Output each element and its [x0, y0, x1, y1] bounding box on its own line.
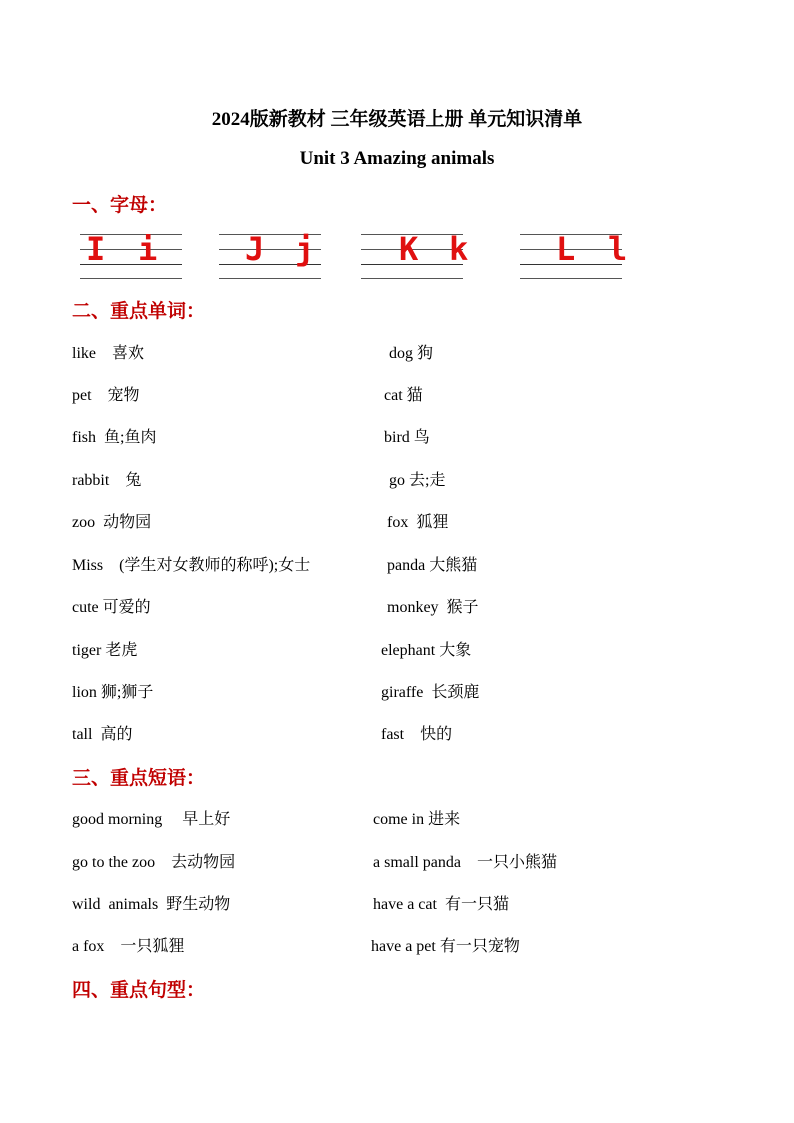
word-left-0: like 喜欢 — [72, 345, 144, 362]
letter-upper-k: K — [399, 230, 419, 268]
letter-upper-l: L — [556, 230, 576, 268]
word-left-5: Miss (学生对女教师的称呼);女士 — [72, 557, 311, 574]
section-phrases-heading: 三、重点短语： — [72, 768, 206, 789]
letter-group-l — [520, 228, 628, 284]
letter-group-k — [361, 228, 469, 284]
word-left-7: tiger 老虎 — [72, 642, 138, 659]
word-left-3: rabbit 兔 — [72, 472, 142, 489]
word-right-1: cat 猫 — [384, 387, 423, 404]
section-words-heading: 二、重点单词： — [72, 301, 206, 322]
letters-row — [0, 228, 794, 284]
phrase-right-2: have a cat 有一只猫 — [373, 896, 509, 913]
letter-lower-k: k — [449, 230, 469, 268]
word-right-8: giraffe 长颈鹿 — [381, 684, 480, 701]
word-right-3: go 去;走 — [389, 472, 446, 489]
unit-title: Unit 3 Amazing animals — [299, 148, 495, 169]
letter-group-i — [80, 228, 182, 284]
word-right-9: fast 快的 — [381, 726, 453, 743]
document-title: 2024版新教材 三年级英语上册 单元知识清单 — [211, 109, 583, 130]
letter-upper-j: J — [245, 230, 265, 268]
letter-lower-i: i — [138, 230, 158, 268]
word-right-6: monkey 猴子 — [387, 599, 479, 616]
letter-group-j — [219, 228, 321, 284]
phrase-right-1: a small panda 一只小熊猫 — [373, 854, 557, 871]
phrase-left-3: a fox 一只狐狸 — [72, 938, 185, 955]
word-right-7: elephant 大象 — [381, 642, 472, 659]
phrase-left-1: go to the zoo 去动物园 — [72, 854, 236, 871]
phrase-right-0: come in 进来 — [373, 811, 461, 828]
word-right-4: fox 狐狸 — [387, 514, 449, 531]
word-left-1: pet 宠物 — [72, 387, 140, 404]
word-left-2: fish 鱼;鱼肉 — [72, 429, 157, 446]
word-right-0: dog 狗 — [389, 345, 434, 362]
section-letters-heading: 一、字母： — [72, 195, 168, 216]
word-left-4: zoo 动物园 — [72, 514, 152, 531]
letter-lower-j: j — [295, 230, 315, 268]
phrase-left-0: good morning 早上好 — [72, 811, 231, 828]
letter-upper-i: I — [86, 230, 106, 268]
word-left-9: tall 高的 — [72, 726, 133, 743]
word-right-2: bird 鸟 — [384, 429, 430, 446]
word-right-5: panda 大熊猫 — [387, 557, 478, 574]
phrase-left-2: wild animals 野生动物 — [72, 896, 231, 913]
phrase-right-3: have a pet 有一只宠物 — [371, 938, 520, 955]
letter-lower-l: l — [608, 230, 628, 268]
section-sentences-heading: 四、重点句型： — [72, 980, 206, 1001]
word-left-8: lion 狮;狮子 — [72, 684, 154, 701]
word-left-6: cute 可爱的 — [72, 599, 151, 616]
